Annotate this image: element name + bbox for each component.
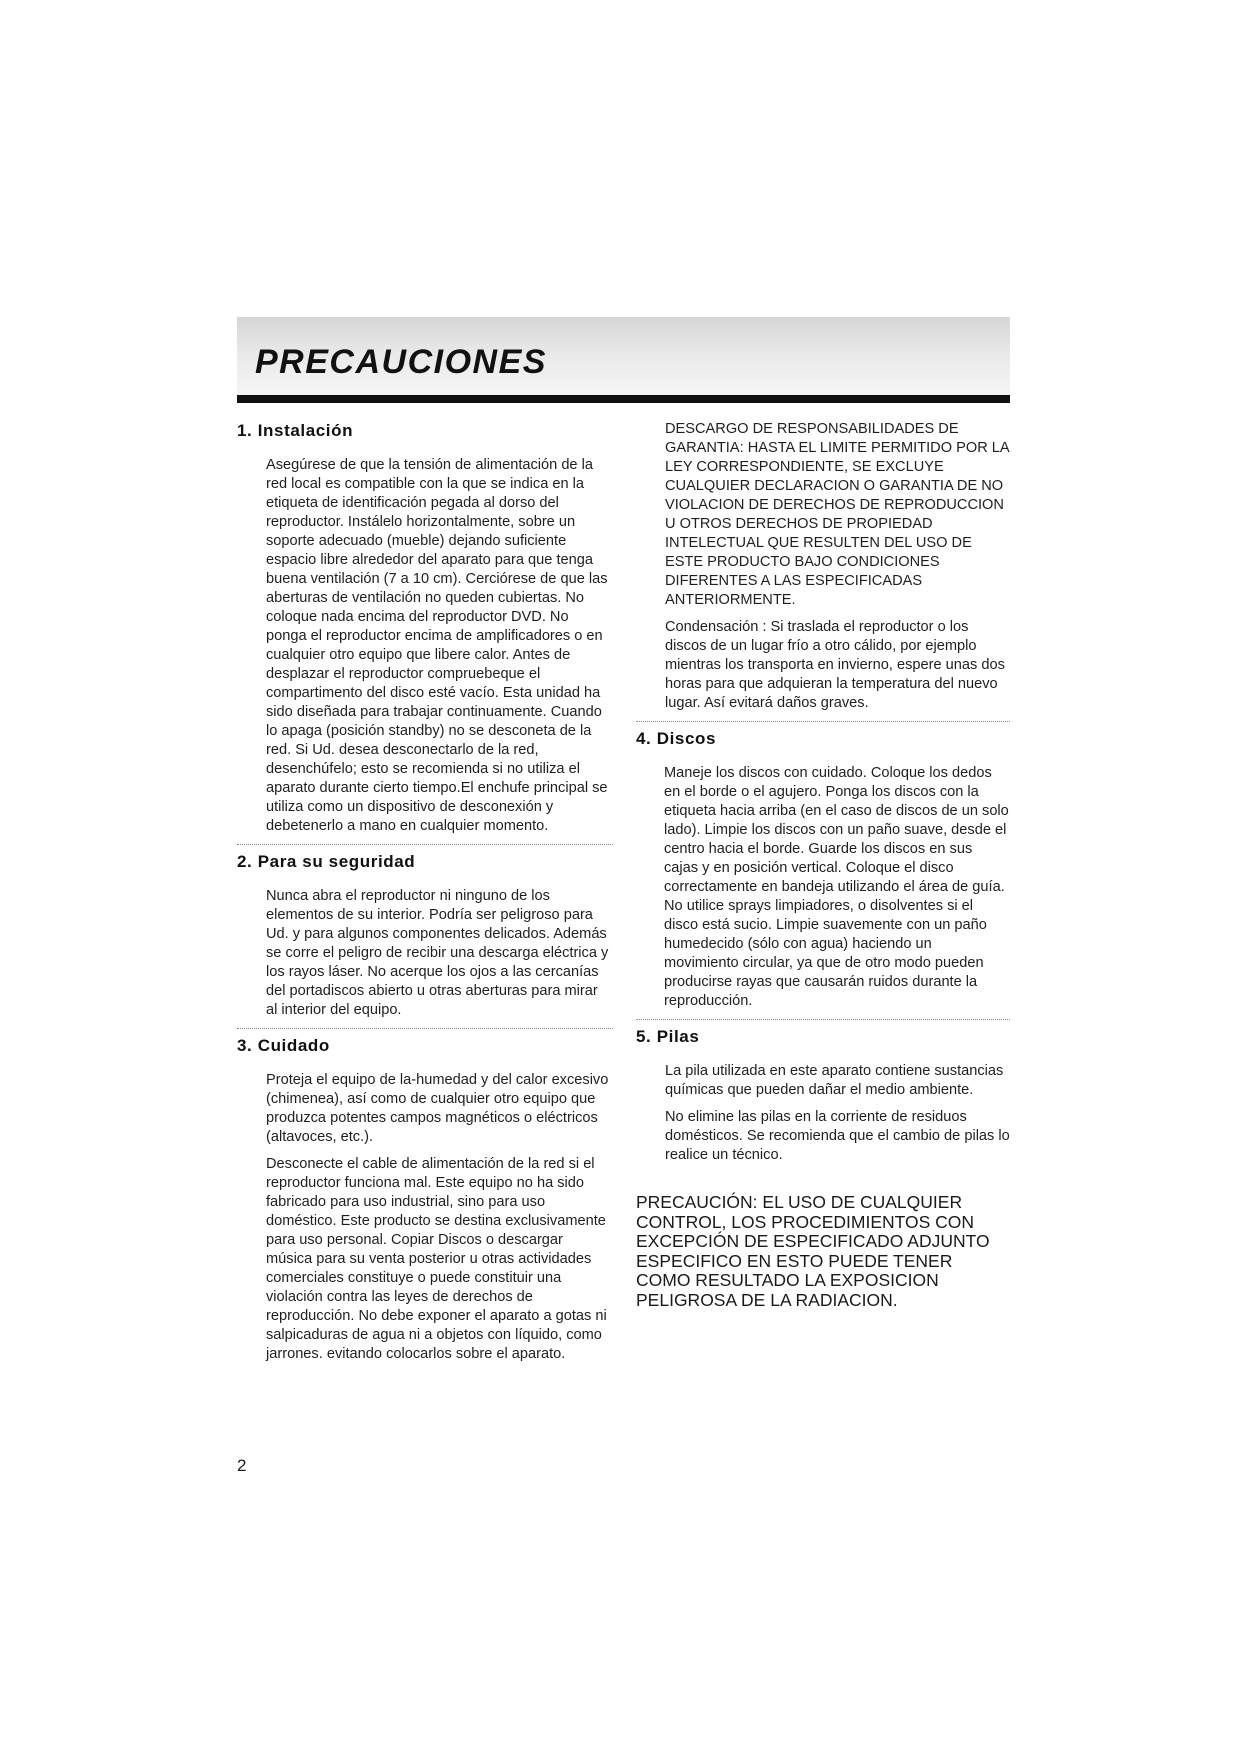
condensation-text: Condensación : Si traslada el reproductor o los discos de un lugar frío a otro cálido, por ejemplo mientras los transporta en invierno, espere unas dos horas para que adquieran la temperatura del nuevo lugar. Así evitará daños graves. <box>665 619 1005 711</box>
warranty-disclaimer: DESCARGO DE RESPONSABILIDADES DE GARANTIA: HASTA EL LIMITE PERMITIDO POR LA LEY CORRESPONDIENTE, SE EXCLUYE CUALQUIER DECLARACION O GARANTIA DE NO VIOLACION DE DERECHOS DE REPRODUCCION U OTROS DERECHOS DE PROPIEDAD INTELECTUAL QUE RESULTEN DEL USO DE ESTE PRODUCTO BAJO CONDICIONES DIFERENTES A LAS ESPECIFICADAS ANTERIORMENTE. <box>665 421 1009 608</box>
section-heading-care: 3. Cuidado <box>237 1036 330 1055</box>
section-divider <box>636 1019 1010 1020</box>
title-rule <box>237 395 1010 403</box>
care-text-disconnect: Desconecte el cable de alimentación de la red si el reproductor funciona mal. Este equipo no ha sido fabricado para uso industrial, sino para uso doméstico. Este producto se destina exclusivamente para uso personal. Copiar Discos o descargar música para su venta posterior u otras actividades comerciales constituye o puede constituir una violación contra las leyes de derechos de reproducción. No debe exponer el aparato a gotas ni salpicaduras de agua ni a objetos con líquido, como jarrones. evitando colocarlos sobre el aparato. <box>266 1156 607 1362</box>
section-divider <box>636 721 1010 722</box>
section-divider <box>237 1028 613 1029</box>
safety-text: Nunca abra el reproductor ni ninguno de los elementos de su interior. Podría ser peligroso para Ud. y para algunos componentes delicados. Además se corre el peligro de recibir una descarga eléctrica y los rayos láser. No acerque los ojos a las cercanías del portadiscos abierto u otras aberturas para mirar al interior del equipo. <box>266 888 609 1018</box>
section-batteries <box>636 1026 1010 1165</box>
left-column <box>237 420 613 1372</box>
section-divider <box>237 844 613 845</box>
batteries-text-disposal: No elimine las pilas en la corriente de residuos domésticos. Se recomienda que el cambio de pilas lo realice un técnico. <box>665 1109 1010 1163</box>
section-heading-discs: 4. Discos <box>636 729 717 748</box>
section-care <box>237 1035 613 1364</box>
page-title: PRECAUCIONES <box>255 343 547 381</box>
section-discs <box>636 728 1010 1011</box>
discs-text: Maneje los discos con cuidado. Coloque los dedos en el borde o el agujero. Ponga los discos con la etiqueta hacia arriba (en el caso de discos de un solo lado). Limpie los discos con un paño suave, desde el centro hacia el borde. Guarde los discos en sus cajas y en posición vertical. Coloque el disco correctamente en bandeja utilizando el área de guía. No utilice sprays limpiadores, o disolventes si el disco está sucio. Limpie suavemente con un paño humedecido (sólo con agua) haciendo un movimiento circular, ya que de otro modo pueden producirse rayas que causarán ruidos durante la reproducción. <box>664 765 1009 1009</box>
installation-text: Asegúrese de que la tensión de alimentación de la red local es compatible con la que se indica en la etiqueta de identificación pegada al dorso del reproductor. Instálelo horizontalmente, sobre un soporte adecuado (mueble) dejando suficiente espacio libre alrededor del aparato para que tenga buena ventilación (7 a 10 cm). Cerciórese de que las aberturas de ventilación no queden cubiertas. No coloque nada encima del reproductor DVD. No ponga el reproductor encima de amplificadores o en cualquier otro equipo que libere calor. Antes de desplazar el reproductor compruebeque el compartimento del disco esté vacío. Esta unidad ha sido diseñada para trabajar continuamente. Cuando lo apaga (posición standby) no se desconeta de la red. Si Ud. desea desconectarlo de la red, desenchúfelo; esto se recomienda si no utiliza el aparato durante cierto tiempo.El enchufe principal se utiliza como un dispositivo de desconexión y debetenerlo a mano en cualquier momento. <box>266 457 608 834</box>
section-heading-installation: 1. Instalación <box>237 421 354 440</box>
page-number: 2 <box>237 1456 247 1475</box>
section-installation <box>237 420 613 836</box>
care-text-humidity: Proteja el equipo de la-humedad y del calor excesivo (chimenea), así como de cualquier otro equipo que produzca potentes campos magnéticos o eléctricos (altavoces, etc.). <box>266 1072 609 1145</box>
section-safety <box>237 851 613 1020</box>
radiation-caution: PRECAUCIÓN: EL USO DE CUALQUIER CONTROL, LOS PROCEDIMIENTOS CON EXCEPCIÓN DE ESPECIFICADO ADJUNTO ESPECIFICO EN ESTO PUEDE TENER COMO RESULTADO LA EXPOSICION PELIGROSA DE LA RADIACION. <box>636 1192 990 1310</box>
section-heading-safety: 2. Para su seguridad <box>237 852 416 871</box>
section-heading-batteries: 5. Pilas <box>636 1027 700 1046</box>
right-column <box>636 420 1010 1310</box>
batteries-text-chemicals: La pila utilizada en este aparato contiene sustancias químicas que pueden dañar el medio ambiente. <box>665 1063 1004 1098</box>
